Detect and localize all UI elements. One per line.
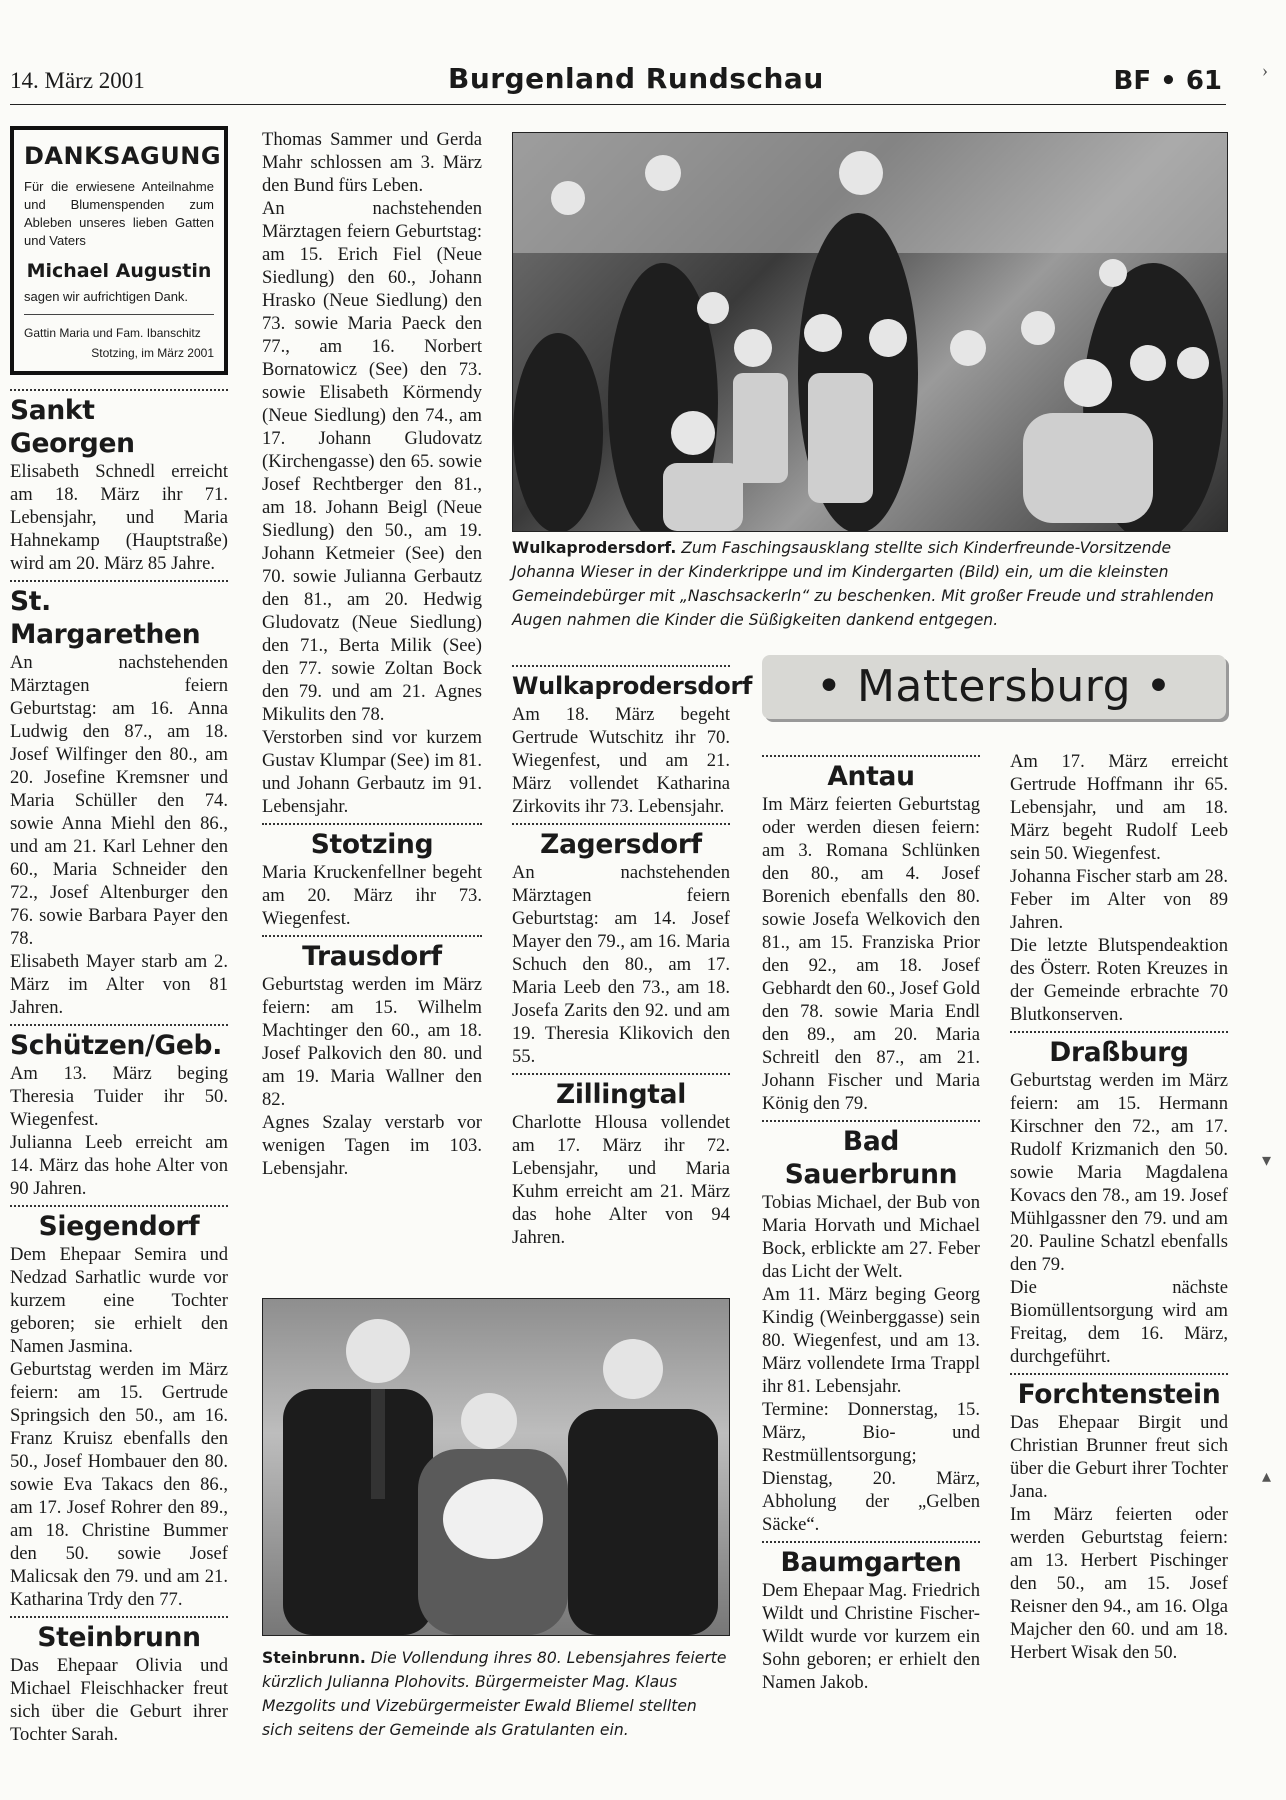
page-number: BF • 61 (1113, 66, 1222, 96)
heading-antau: Antau (827, 761, 915, 792)
heading-st-margarethen: St. Margarethen (10, 586, 201, 650)
heading-siegendorf: Siegendorf (38, 1211, 200, 1242)
divider (10, 580, 228, 582)
article-text: Elisabeth Mayer starb am 2. März im Alter von 81 Jahren. (10, 951, 228, 1018)
danksagung-box (10, 126, 228, 375)
issue-date: 14. März 2001 (10, 68, 145, 93)
newspaper-title: Burgenland Rundschau (448, 62, 824, 95)
article-text: Die letzte Blutspendeaktion des Österr. Roten Kreuzes in der Gemeinde erbrachte 70 Blutkonserven. (1010, 935, 1228, 1025)
danksagung-name: Michael Augustin (26, 260, 212, 282)
section-banner-title: • Mattersburg • (816, 661, 1172, 712)
divider (512, 1073, 730, 1075)
crop-mark-icon: ▾ (1262, 1150, 1272, 1170)
article-text: Am 13. März beging Theresia Tuider ihr 50. Wiegenfest. (10, 1063, 228, 1130)
article-text: Maria Kruckenfellner begeht am 20. März ihr 73. Wiegenfest. (262, 862, 482, 929)
heading-wulkaprodersdorf: Wulkaprodersdorf (512, 672, 753, 700)
divider (762, 1120, 980, 1122)
article-text: Verstorben sind vor kurzem Gustav Klumpar (See) im 81. und Johann Gerbautz im 91. Lebensjahr. (262, 727, 482, 817)
photo-kindergarten (512, 132, 1228, 532)
article-text: Elisabeth Schnedl erreicht am 18. März ihr 71. Lebensjahr, und Maria Hahnekamp (Hauptstraße) wird am 20. März 85 Jahre. (10, 461, 228, 574)
column-2 (262, 128, 482, 1180)
danksagung-title: DANKSAGUNG (24, 142, 222, 170)
article-text: Johanna Fischer starb am 28. Feber im Alter von 89 Jahren. (1010, 866, 1228, 933)
divider (762, 1541, 980, 1543)
photo-steinbrunn-caption (262, 1646, 728, 1742)
article-text: Dem Ehepaar Mag. Friedrich Wildt und Christine Fischer-Wildt wurde vor kurzem ein Sohn geboren; er erhielt den Namen Jakob. (762, 1580, 980, 1693)
heading-steinbrunn: Steinbrunn (37, 1622, 201, 1653)
photo-steinbrunn (262, 1298, 730, 1636)
divider (10, 1024, 228, 1026)
divider (1010, 1031, 1228, 1033)
divider (24, 314, 214, 315)
column-4 (762, 750, 980, 1694)
danksagung-place: Stotzing, im März 2001 (91, 346, 214, 360)
divider (10, 389, 228, 391)
heading-stotzing: Stotzing (310, 829, 434, 860)
heading-trausdorf: Trausdorf (302, 941, 442, 972)
article-text: Tobias Michael, der Bub von Maria Horvath und Michael Bock, erblickte am 27. Feber das Licht der Welt. (762, 1192, 980, 1282)
article-text: Charlotte Hlousa vollendet am 17. März ihr 72. Lebensjahr, und Maria Kuhm erreicht am 21. März das hohe Alter von 94 Jahren. (512, 1112, 730, 1248)
photo-steinbrunn-image (263, 1299, 729, 1635)
danksagung-thanks: sagen wir aufrichtigen Dank. (24, 289, 189, 304)
divider (10, 1616, 228, 1618)
divider (762, 755, 980, 757)
danksagung-family: Gattin Maria und Fam. Ibanschitz (24, 326, 201, 340)
article-text: Das Ehepaar Birgit und Christian Brunner freut sich über die Geburt ihrer Tochter Jana. (1010, 1412, 1228, 1502)
article-text: Dem Ehepaar Semira und Nedzad Sarhatlic wurde vor kurzem eine Tochter geboren; sie erhielt den Namen Jasmina. (10, 1244, 228, 1357)
article-text: Geburtstag werden im März feiern: am 15. Gertrude Springsich den 50., am 16. Franz Kruisz ebenfalls den 50., Josef Hombauer den 80. sowie Eva Takacs den 86., am 17. Josef Rohrer den 89., am 18. Christine Bummer den 50. sowie Josef Malicsak den 79. und am 21. Katharina Trdy den 77. (10, 1359, 228, 1610)
photo-kindergarten-image (513, 133, 1227, 531)
section-banner (762, 655, 1226, 719)
heading-schuetzen: Schützen/Geb. (10, 1030, 222, 1061)
divider (262, 823, 482, 825)
divider (512, 665, 730, 667)
caption-text: Die Vollendung ihres 80. Lebensjahres feierte kürzlich Julianna Plohovits. Bürgermeister Mag. Klaus Mezgolits und Vizebürgermeister Ewald Bliemel stellten sich seitens der Gemeinde als Gratulanten ein. (262, 1649, 727, 1739)
heading-baumgarten: Baumgarten (780, 1547, 962, 1578)
column-1 (10, 60, 228, 1746)
caption-text: Zum Faschingsausklang stellte sich Kinderfreunde-Vorsitzende Johanna Wieser in der Kinderkrippe und im Kindergarten (Bild) ein, um die kleinsten Gemeindebürger mit „Naschsackerln“ zu beschenken. Mit großer Freude und strahlenden Augen nahmen die Kinder die Süßigkeiten dankend entgegen. (512, 539, 1214, 629)
heading-drassburg: Draßburg (1049, 1037, 1189, 1068)
divider (10, 1205, 228, 1207)
article-text: Das Ehepaar Olivia und Michael Fleischhacker freut sich über die Geburt ihrer Tochter Sarah. (10, 1655, 228, 1745)
heading-forchtenstein: Forchtenstein (1017, 1379, 1221, 1410)
heading-sankt-georgen: Sankt Georgen (10, 395, 135, 459)
article-text: Die nächste Biomüllentsorgung wird am Freitag, dem 16. März, durchgeführt. (1010, 1277, 1228, 1367)
column-3 (512, 660, 753, 1249)
article-text: Am 18. März begeht Gertrude Wutschitz ihr 70. Wiegenfest, und am 21. März vollendet Katharina Zirkovits ihr 73. Lebensjahr. (512, 704, 730, 817)
photo-kindergarten-caption (512, 536, 1226, 632)
article-text: Julianna Leeb erreicht am 14. März das hohe Alter von 90 Jahren. (10, 1132, 228, 1199)
article-text: Geburtstag werden im März feiern: am 15. Hermann Kirschner den 72., am 17. Rudolf Krizmanich den 50. sowie Maria Magdalena Kovacs den 78., am 19. Josef Mühlgassner den 79. und am 20. Pauline Schatzl ebenfalls den 79. (1010, 1070, 1228, 1275)
crop-mark-icon: › (1262, 60, 1268, 80)
heading-zagersdorf: Zagersdorf (540, 829, 702, 860)
article-text: Thomas Sammer und Gerda Mahr schlossen am 3. März den Bund fürs Leben. (262, 129, 482, 196)
article-text: An nachstehenden Märztagen feiern Geburtstag: am 16. Anna Ludwig den 87., am 18. Josef Wilfinger den 80., am 20. Josefine Kremsner und Maria Schüller den 74. sowie Anna Miehl den 86., und am 21. Karl Lehner den 60., Maria Schneider den 72., Josef Altenburger den 76. sowie Barbara Payer den 78. (10, 652, 228, 949)
article-text: An nachstehenden Märztagen feiern Geburtstag: am 15. Erich Fiel (Neue Siedlung) den 60., Johann Hrasko (Neue Siedlung) den 73. sowie Maria Paeck den 77., am 16. Norbert Bornatowicz (See) den 73. sowie Elisabeth Körmendy (Neue Siedlung) den 74., am 17. Johann Gludovatz (Kirchengasse) den 65. sowie Josef Rechtberger den 81., am 18. Johann Beigl (Neue Siedlung) den 50., am 19. Johann Ketmeier (See) den 70. sowie Julianna Gerbautz den 81., am 20. Hedwig Gludovatz (Neue Siedlung) den 71., Berta Milik (See) den 77. sowie Zoltan Bock den 79. und am 21. Agnes Mikulits den 78. (262, 198, 482, 725)
heading-bad-sauerbrunn: Bad Sauerbrunn (784, 1126, 958, 1190)
danksagung-text: Für die erwiesene Anteilnahme und Blumenspenden zum Ableben unseres lieben Gatten und Vaters (24, 179, 214, 248)
article-text: Im März feierten Geburtstag oder werden diesen feiern: am 3. Romana Schlünken den 80., am 4. Josef Borenich ebenfalls den 80. sowie Josefa Welkovich den 81., am 15. Franziska Prior den 92., am 18. Josef Gebhardt den 60., Josef Gold den 78. sowie Maria Endl den 89., am 20. Maria Schreitl den 87., am 21. Johann Fischer und Maria König den 79. (762, 794, 980, 1114)
article-text: An nachstehenden Märztagen feiern Geburtstag: am 14. Josef Mayer den 79., am 16. Maria Schuch den 80., am 17. Maria Leeb den 73., am 18. Josefa Zarits den 92. und am 19. Theresia Klikovich den 55. (512, 862, 730, 1067)
article-text: Agnes Szalay verstarb vor wenigen Tagen im 103. Lebensjahr. (262, 1112, 482, 1179)
heading-zillingtal: Zillingtal (555, 1079, 687, 1110)
article-text: Termine: Donnerstag, 15. März, Bio- und Restmüllentsorgung; Dienstag, 20. März, Abholung der „Gelben Säcke“. (762, 1399, 980, 1535)
article-text: Am 11. März beging Georg Kindig (Weinberggasse) sein 80. Wiegenfest, und am 13. März vollendete Irma Trappl ihr 81. Lebensjahr. (762, 1284, 980, 1397)
crop-mark-icon: ▴ (1262, 1466, 1272, 1486)
article-text: Im März feierten oder werden Geburtstag feiern: am 13. Herbert Pischinger den 50., am 15. Josef Reisner den 94., am 16. Olga Majcher den 60. und am 18. Herbert Wisak den 50. (1010, 1504, 1228, 1663)
divider (512, 823, 730, 825)
article-text: Geburtstag werden im März feiern: am 15. Wilhelm Machtinger den 60., am 18. Josef Palkovich den 80. und am 19. Maria Wallner den 82. (262, 974, 482, 1110)
divider (262, 935, 482, 937)
divider (1010, 1373, 1228, 1375)
caption-place: Steinbrunn. (262, 1649, 366, 1667)
article-text: Am 17. März erreicht Gertrude Hoffmann ihr 65. Lebensjahr, und am 18. März begeht Rudolf Leeb sein 50. Wiegenfest. (1010, 751, 1228, 864)
column-5 (1010, 750, 1228, 1664)
caption-place: Wulkaprodersdorf. (512, 539, 677, 557)
